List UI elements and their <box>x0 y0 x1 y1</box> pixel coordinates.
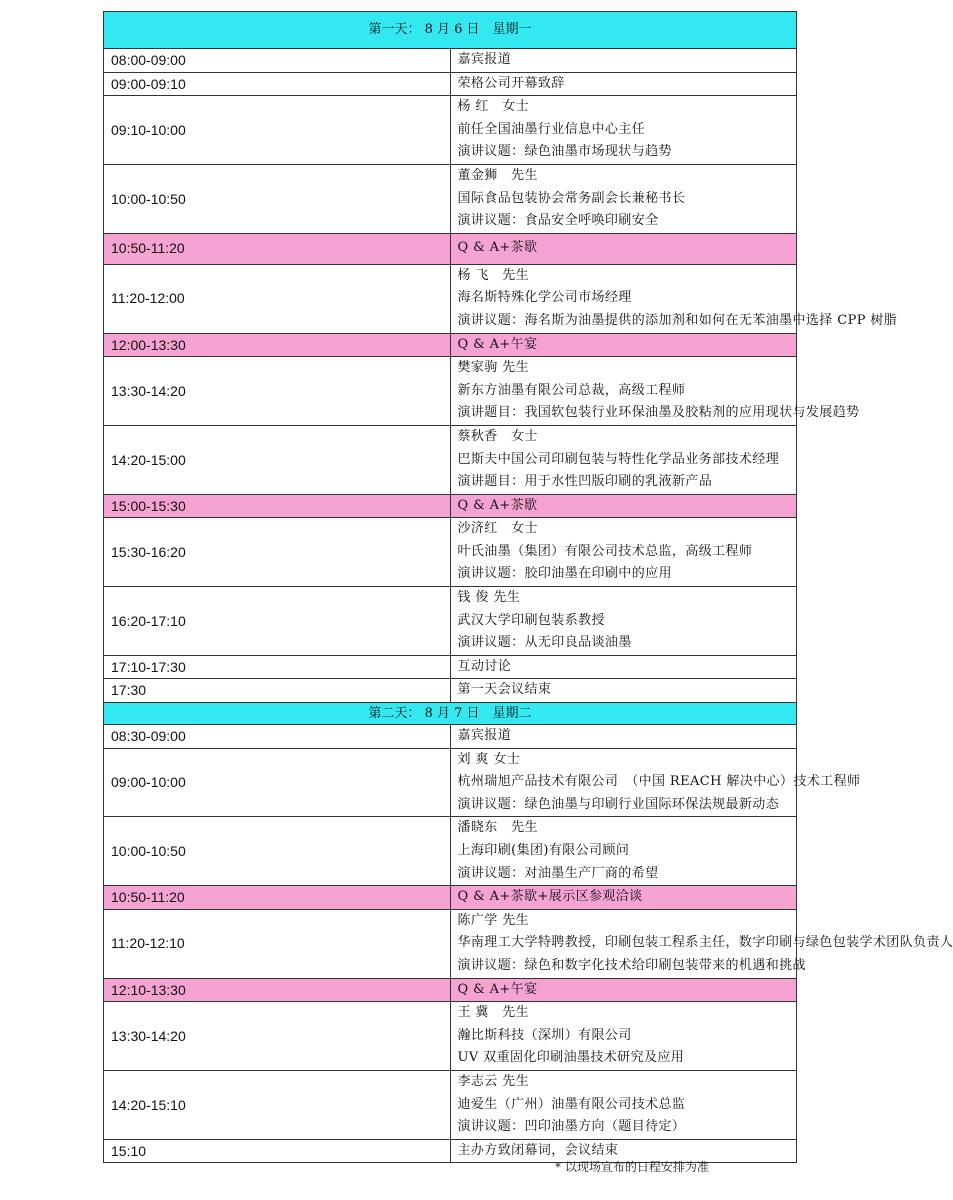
session-detail: 华南理工大学特聘教授，印刷包装工程系主任，数字印刷与绿色包装学术团队负责人 <box>457 935 953 951</box>
session-title: 主办方致闭幕词，会议结束 <box>457 1142 619 1158</box>
time-cell: 12:10-13:30 <box>104 978 451 1002</box>
session-detail: 演讲议题：从无印良品谈油墨 <box>457 635 632 651</box>
time-cell: 10:00-10:50 <box>104 164 451 233</box>
break-row <box>104 886 797 910</box>
table-row <box>104 425 797 494</box>
session-detail: 演讲议题：绿色油墨与印刷行业国际环保法规最新动态 <box>457 796 780 812</box>
session-title: 刘 爽 女士 <box>457 751 521 767</box>
break-row <box>104 233 797 264</box>
session-detail: 前任全国油墨行业信息中心主任 <box>457 121 646 137</box>
time-cell: 10:50-11:20 <box>104 233 451 264</box>
time-cell: 12:00-13:30 <box>104 333 451 357</box>
time-cell: 14:20-15:00 <box>104 425 451 494</box>
session-cell <box>450 978 797 1002</box>
session-title: 钱 俊 先生 <box>457 590 521 606</box>
session-cell <box>450 725 797 749</box>
session-cell <box>450 333 797 357</box>
session-cell <box>450 164 797 233</box>
day2-header-row <box>104 703 797 725</box>
table-row <box>104 49 797 73</box>
time-cell: 13:30-14:20 <box>104 357 451 426</box>
session-detail: 国际食品包装协会常务副会长兼秘书长 <box>457 190 686 206</box>
session-detail: 演讲议题：食品安全呼唤印刷安全 <box>457 213 659 229</box>
session-cell <box>450 72 797 96</box>
table-row <box>104 587 797 656</box>
table-row <box>104 357 797 426</box>
table-row <box>104 72 797 96</box>
session-detail: 叶氏油墨（集团）有限公司技术总监，高级工程师 <box>457 543 753 559</box>
session-title: Q & A+茶歇 <box>457 240 538 256</box>
session-title: 嘉宾报道 <box>457 728 512 744</box>
session-cell <box>450 96 797 165</box>
session-cell <box>450 264 898 333</box>
break-row <box>104 494 797 518</box>
session-title: Q & A+茶歇 <box>457 497 538 513</box>
session-detail: 演讲议题：胶印油墨在印刷中的应用 <box>457 566 672 582</box>
session-cell <box>450 679 797 703</box>
session-title: 樊家驹 先生 <box>457 360 530 376</box>
time-cell: 16:20-17:10 <box>104 587 451 656</box>
time-cell: 17:30 <box>104 679 451 703</box>
break-row <box>104 333 797 357</box>
day-header: 第二天： 8 月 7 日 星期二 <box>104 703 797 725</box>
session-title: 李志云 先生 <box>457 1073 530 1089</box>
time-cell: 08:00-09:00 <box>104 49 451 73</box>
session-cell <box>450 233 797 264</box>
session-detail: 演讲议题：海名斯为油墨提供的添加剂和如何在无苯油墨中选择 CPP 树脂 <box>457 312 898 328</box>
session-title: Q & A+午宴 <box>457 981 538 997</box>
time-cell: 15:30-16:20 <box>104 518 451 587</box>
time-cell: 11:20-12:00 <box>104 264 451 333</box>
session-cell <box>450 1002 797 1071</box>
session-cell <box>450 357 860 426</box>
session-title: Q & A+午宴 <box>457 336 538 352</box>
session-detail: 上海印刷(集团)有限公司顾问 <box>457 843 630 858</box>
session-cell <box>450 494 797 518</box>
session-cell <box>450 886 797 910</box>
session-detail: 演讲议题：绿色油墨市场现状与趋势 <box>457 144 672 160</box>
session-detail: 演讲题目：用于水性凹版印刷的乳液新产品 <box>457 474 713 490</box>
time-cell: 13:30-14:20 <box>104 1002 451 1071</box>
day-header: 第一天： 8 月 6 日 星期一 <box>104 12 797 49</box>
time-cell: 09:00-09:10 <box>104 72 451 96</box>
table-row <box>104 679 797 703</box>
table-row <box>104 817 797 886</box>
session-title: 陈广学 先生 <box>457 912 530 928</box>
table-row <box>104 725 797 749</box>
session-detail: 杭州瑞旭产品技术有限公司 （中国 REACH 解决中心）技术工程师 <box>457 774 861 790</box>
session-detail: 演讲议题：凹印油墨方向（题目待定） <box>457 1119 686 1135</box>
session-detail: 武汉大学印刷包装系教授 <box>457 612 605 628</box>
session-title: 潘晓东 先生 <box>457 820 538 836</box>
session-title: 沙济红 女士 <box>457 521 538 537</box>
session-cell <box>450 748 861 817</box>
session-detail: 瀚比斯科技（深圳）有限公司 <box>457 1027 632 1043</box>
session-cell <box>450 425 797 494</box>
session-title: 王 冀 先生 <box>457 1005 530 1021</box>
session-cell <box>450 49 797 73</box>
table-row <box>104 909 797 978</box>
day1-header-row <box>104 12 797 49</box>
time-cell: 17:10-17:30 <box>104 655 451 679</box>
session-detail: 演讲议题：对油墨生产厂商的希望 <box>457 865 659 881</box>
time-cell: 09:10-10:00 <box>104 96 451 165</box>
table-row <box>104 1070 797 1139</box>
time-cell: 08:30-09:00 <box>104 725 451 749</box>
time-cell: 14:20-15:10 <box>104 1070 451 1139</box>
session-detail: 演讲议题：绿色和数字化技术给印刷包装带来的机遇和挑战 <box>457 957 806 973</box>
session-title: 互动讨论 <box>457 658 512 674</box>
session-detail: 新东方油墨有限公司总裁，高级工程师 <box>457 382 686 398</box>
session-cell <box>450 518 797 587</box>
session-detail: 演讲题目：我国软包装行业环保油墨及胶粘剂的应用现状与发展趋势 <box>457 405 860 421</box>
session-title: 荣格公司开幕致辞 <box>457 75 565 91</box>
table-row <box>104 518 797 587</box>
table-row <box>104 264 797 333</box>
session-title: 杨 飞 先生 <box>457 267 530 283</box>
time-cell: 10:00-10:50 <box>104 817 451 886</box>
session-title: 第一天会议结束 <box>457 682 552 698</box>
session-cell <box>450 817 797 886</box>
time-cell: 15:10 <box>104 1139 451 1163</box>
time-cell: 11:20-12:10 <box>104 909 451 978</box>
table-row <box>104 748 797 817</box>
agenda-body <box>104 12 953 1163</box>
session-cell <box>450 655 797 679</box>
session-cell <box>450 587 797 656</box>
agenda-table <box>103 11 953 1163</box>
table-row <box>104 96 797 165</box>
session-detail: 海名斯特殊化学公司市场经理 <box>457 290 632 306</box>
table-row <box>104 164 797 233</box>
session-title: Q & A+茶歇+展示区参观洽谈 <box>457 889 643 905</box>
session-title: 杨 红 女士 <box>457 99 530 115</box>
session-title: 董金狮 先生 <box>457 167 538 183</box>
session-cell <box>450 1070 797 1139</box>
session-title: 蔡秋香 女士 <box>457 428 538 444</box>
table-row <box>104 655 797 679</box>
session-title: 嘉宾报道 <box>457 52 512 67</box>
session-detail: UV 双重固化印刷油墨技术研究及应用 <box>457 1050 685 1066</box>
session-detail: 迪爱生（广州）油墨有限公司技术总监 <box>457 1096 686 1112</box>
time-cell: 10:50-11:20 <box>104 886 451 910</box>
session-detail: 巴斯夫中国公司印刷包装与特性化学品业务部技术经理 <box>457 451 780 467</box>
break-row <box>104 978 797 1002</box>
footnote: * 以现场宣布的日程安排为准 <box>555 1160 709 1174</box>
session-cell <box>450 909 953 978</box>
table-row <box>104 1002 797 1071</box>
time-cell: 09:00-10:00 <box>104 748 451 817</box>
time-cell: 15:00-15:30 <box>104 494 451 518</box>
